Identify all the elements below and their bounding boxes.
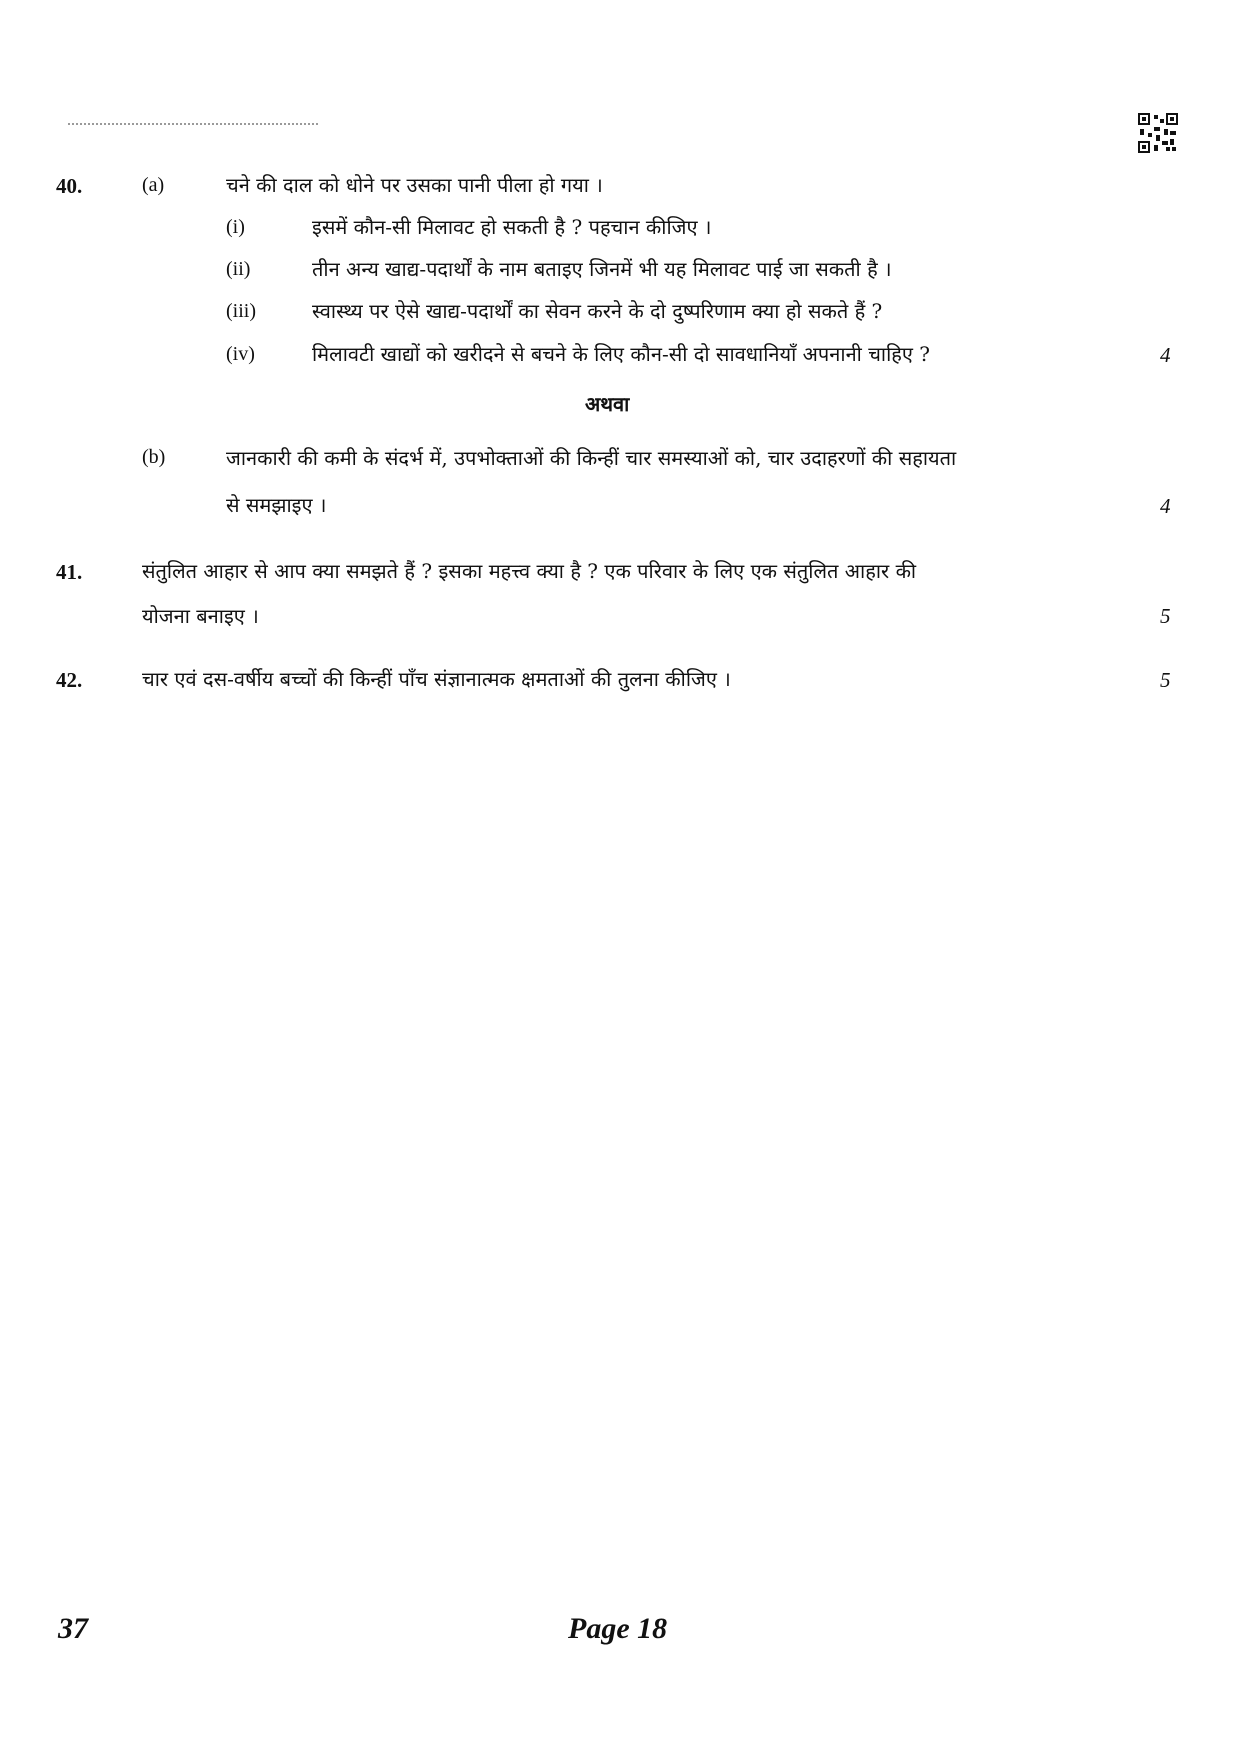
qr-code-icon bbox=[1138, 113, 1178, 153]
marks-42: 5 bbox=[1160, 668, 1171, 692]
question-number-41: 41. bbox=[56, 560, 83, 584]
paper-code: 37 bbox=[58, 1612, 88, 1645]
marks-40a: 4 bbox=[1160, 343, 1171, 367]
header-dotted-line bbox=[68, 123, 318, 125]
question-number-40: 40. bbox=[56, 174, 83, 198]
part-a-stem: चने की दाल को धोने पर उसका पानी पीला हो गया । bbox=[226, 173, 603, 197]
part-b-label: (b) bbox=[142, 446, 166, 468]
marks-41: 5 bbox=[1160, 604, 1171, 628]
sub-text-iii: स्वास्थ्य पर ऐसे खाद्य-पदार्थों का सेवन करने के दो दुष्परिणाम क्या हो सकते हैं ? bbox=[312, 299, 883, 323]
sub-label-iv: (iv) bbox=[226, 343, 255, 365]
q41-line2: योजना बनाइए । bbox=[142, 604, 259, 628]
part-b-line2: से समझाइए । bbox=[226, 493, 327, 517]
q42-text: चार एवं दस-वर्षीय बच्चों की किन्हीं पाँच संज्ञानात्मक क्षमताओं की तुलना कीजिए । bbox=[142, 667, 731, 691]
part-b-line1: जानकारी की कमी के संदर्भ में, उपभोक्ताओं की किन्हीं चार समस्याओं को, चार उदाहरणों की सहायता bbox=[226, 446, 957, 470]
sub-label-ii: (ii) bbox=[226, 258, 251, 280]
sub-text-iv: मिलावटी खाद्यों को खरीदने से बचने के लिए कौन-सी दो सावधानियाँ अपनानी चाहिए ? bbox=[312, 342, 931, 366]
sub-label-i: (i) bbox=[226, 216, 245, 238]
part-a-label: (a) bbox=[142, 174, 165, 196]
or-separator: अथवा bbox=[585, 392, 630, 416]
sub-label-iii: (iii) bbox=[226, 300, 256, 322]
q41-line1: संतुलित आहार से आप क्या समझते हैं ? इसका महत्त्व क्या है ? एक परिवार के लिए एक संतुलित आहार की bbox=[142, 559, 917, 583]
sub-text-i: इसमें कौन-सी मिलावट हो सकती है ? पहचान कीजिए । bbox=[312, 215, 712, 239]
page-number: Page 18 bbox=[568, 1612, 668, 1645]
question-number-42: 42. bbox=[56, 668, 83, 692]
sub-text-ii: तीन अन्य खाद्य-पदार्थों के नाम बताइए जिनमें भी यह मिलावट पाई जा सकती है । bbox=[312, 257, 892, 281]
marks-40b: 4 bbox=[1160, 494, 1171, 518]
